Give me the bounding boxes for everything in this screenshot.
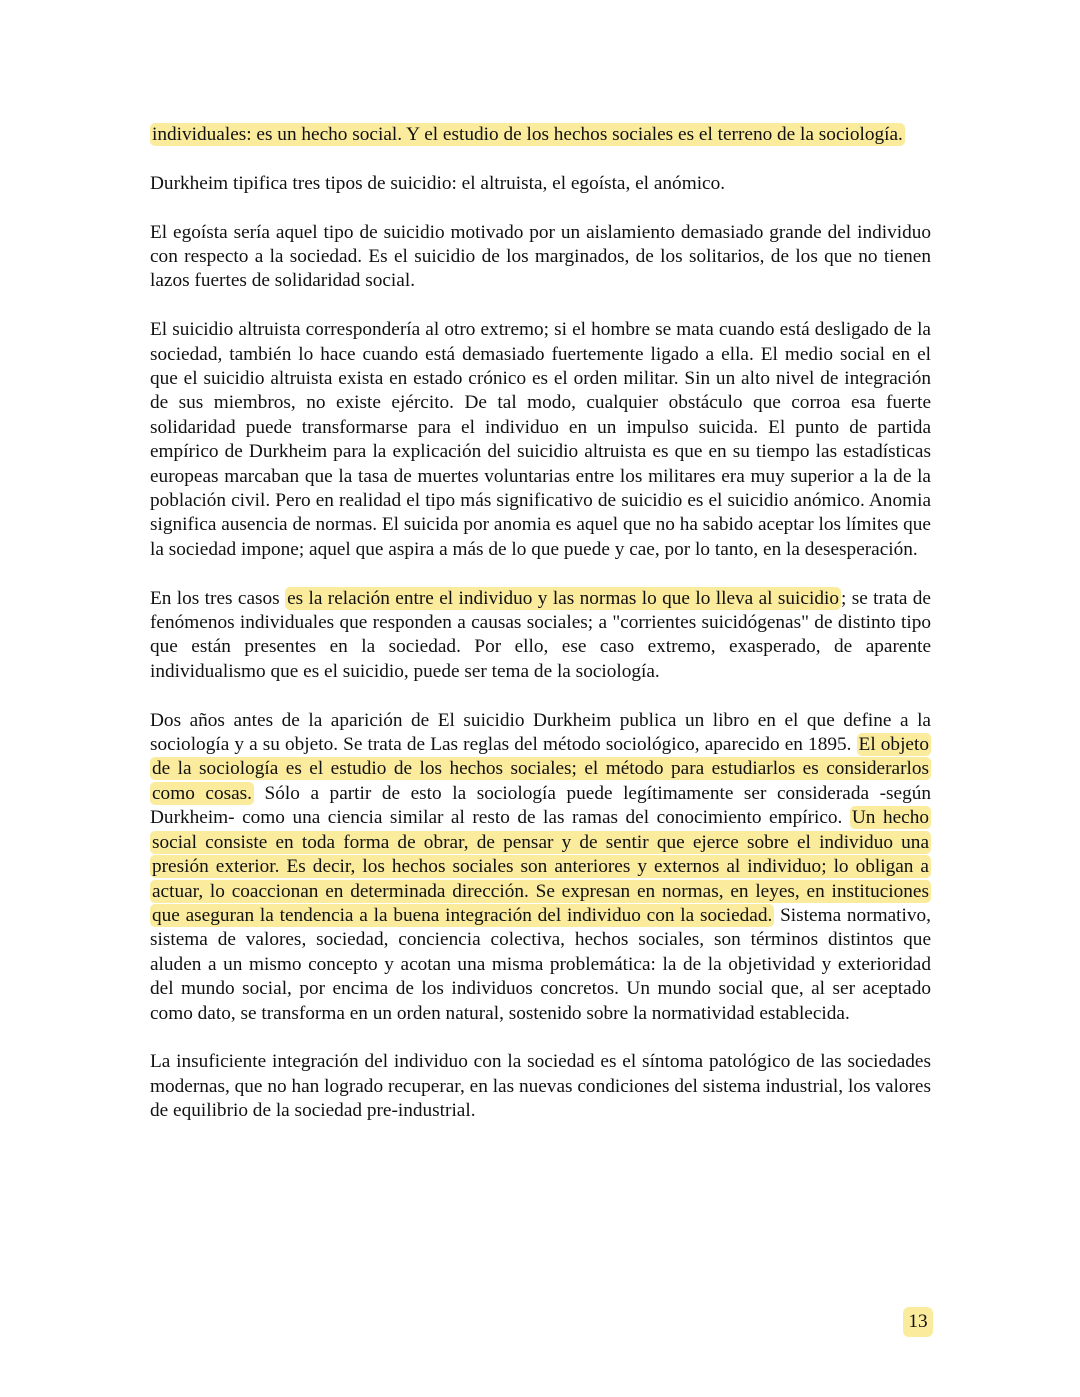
paragraph-text: En los tres casos [150,587,286,609]
paragraph-egoistic-suicide [150,221,931,294]
paragraph-three-cases [150,587,931,685]
highlighted-text: Un hecho social consiste en toda forma de obrar, de pensar y de sentir que ejerce sobre el individuo una presión exterior. Es decir, los hechos sociales son anteriores y externos al individuo; lo obligan a actuar, lo coaccionan en determinada dirección. Se expresan en normas, en leyes, en instituciones que aseguran la tendencia a la buena integración del individuo con la sociedad. [152,807,929,926]
paragraph-text: ; se trata de fenómenos individuales que responden a causas sociales; a "corrientes suicidógenas" de distinto tipo que están presentes en la sociedad. Por ello, ese caso extremo, exasperado, de aparente individualismo que es el suicidio, puede ser tema de la sociología. [150,587,931,682]
paragraph-text: El egoísta sería aquel tipo de suicidio motivado por un aislamiento demasiado grande del individuo con respecto a la sociedad. Es el suicidio de los marginados, de los solitarios, de los que no tienen lazos fuertes de solidaridad social. [150,221,931,292]
paragraph-text: La insuficiente integración del individuo con la sociedad es el síntoma patológico de las sociedades modernas, que no han logrado recuperar, en las nuevas condiciones del sistema industrial, los valores de equilibrio de la sociedad pre-industrial. [150,1051,931,1122]
highlighted-text: individuales: es un hecho social. Y el estudio de los hechos sociales es el terreno de la sociología. [152,124,903,145]
paragraph-social-fact-conclusion [150,123,931,147]
paragraph-altruistic-suicide [150,318,931,562]
highlighted-text: El objeto de la sociología es el estudio de los hechos sociales; el método para estudiarlos es considerarlos como cosas. [152,734,929,804]
paragraph-sociological-method [150,709,931,1026]
paragraph-text: Sólo a partir de esto la sociología puede legítimamente ser considerada -según Durkheim- como una ciencia similar al resto de las ramas del conocimiento empírico. [150,782,931,829]
paragraph-insufficient-integration [150,1050,931,1123]
paragraph-text: Sistema normativo, sistema de valores, sociedad, conciencia colectiva, hechos sociales, son términos distintos que aluden a un mismo concepto y acotan una misma problemática: la de la objetividad y exterioridad del mundo social, por encima de los individuos concretos. Un mundo social que, al ser aceptado como dato, se transforma en un orden natural, sostenido sobre la normatividad establecida. [150,904,931,1024]
paragraph-text: Durkheim tipifica tres tipos de suicidio: el altruista, el egoísta, el anómico. [150,172,726,194]
document-page [150,123,931,1148]
page-number: 13 [903,1307,933,1337]
paragraph-text: Dos años antes de la aparición de El suicidio Durkheim publica un libro en el que define a la sociología y a su objeto. Se trata de Las reglas del método sociológico, aparecido en 1895. [150,709,931,756]
highlighted-text: es la relación entre el individuo y las normas lo que lo lleva al suicidio [287,587,839,609]
paragraph-suicide-types [150,172,931,196]
paragraph-text: El suicidio altruista correspondería al otro extremo; si el hombre se mata cuando está desligado de la sociedad, también lo hace cuando está demasiado fuertemente ligado a ella. El medio social en el que el suicidio altruista exista en estado crónico es el orden militar. Sin un alto nivel de integración de sus miembros, no existe ejército. De tal modo, cualquier obstáculo que corroa esa fuerte solidaridad puede transformarse para el individuo en un impulso suicida. El punto de partida empírico de Durkheim para la explicación del suicidio altruista es que en su tiempo las estadísticas europeas marcaban que la tasa de muertes voluntarias entre los militares era muy superior a la de la población civil. Pero en realidad el tipo más significativo de suicidio es el suicidio anómico. Anomia significa ausencia de normas. El suicida por anomia es aquel que no ha sabido aceptar los límites que la sociedad impone; aquel que aspira a más de lo que puede y cae, por lo tanto, en la desesperación. [150,319,931,560]
